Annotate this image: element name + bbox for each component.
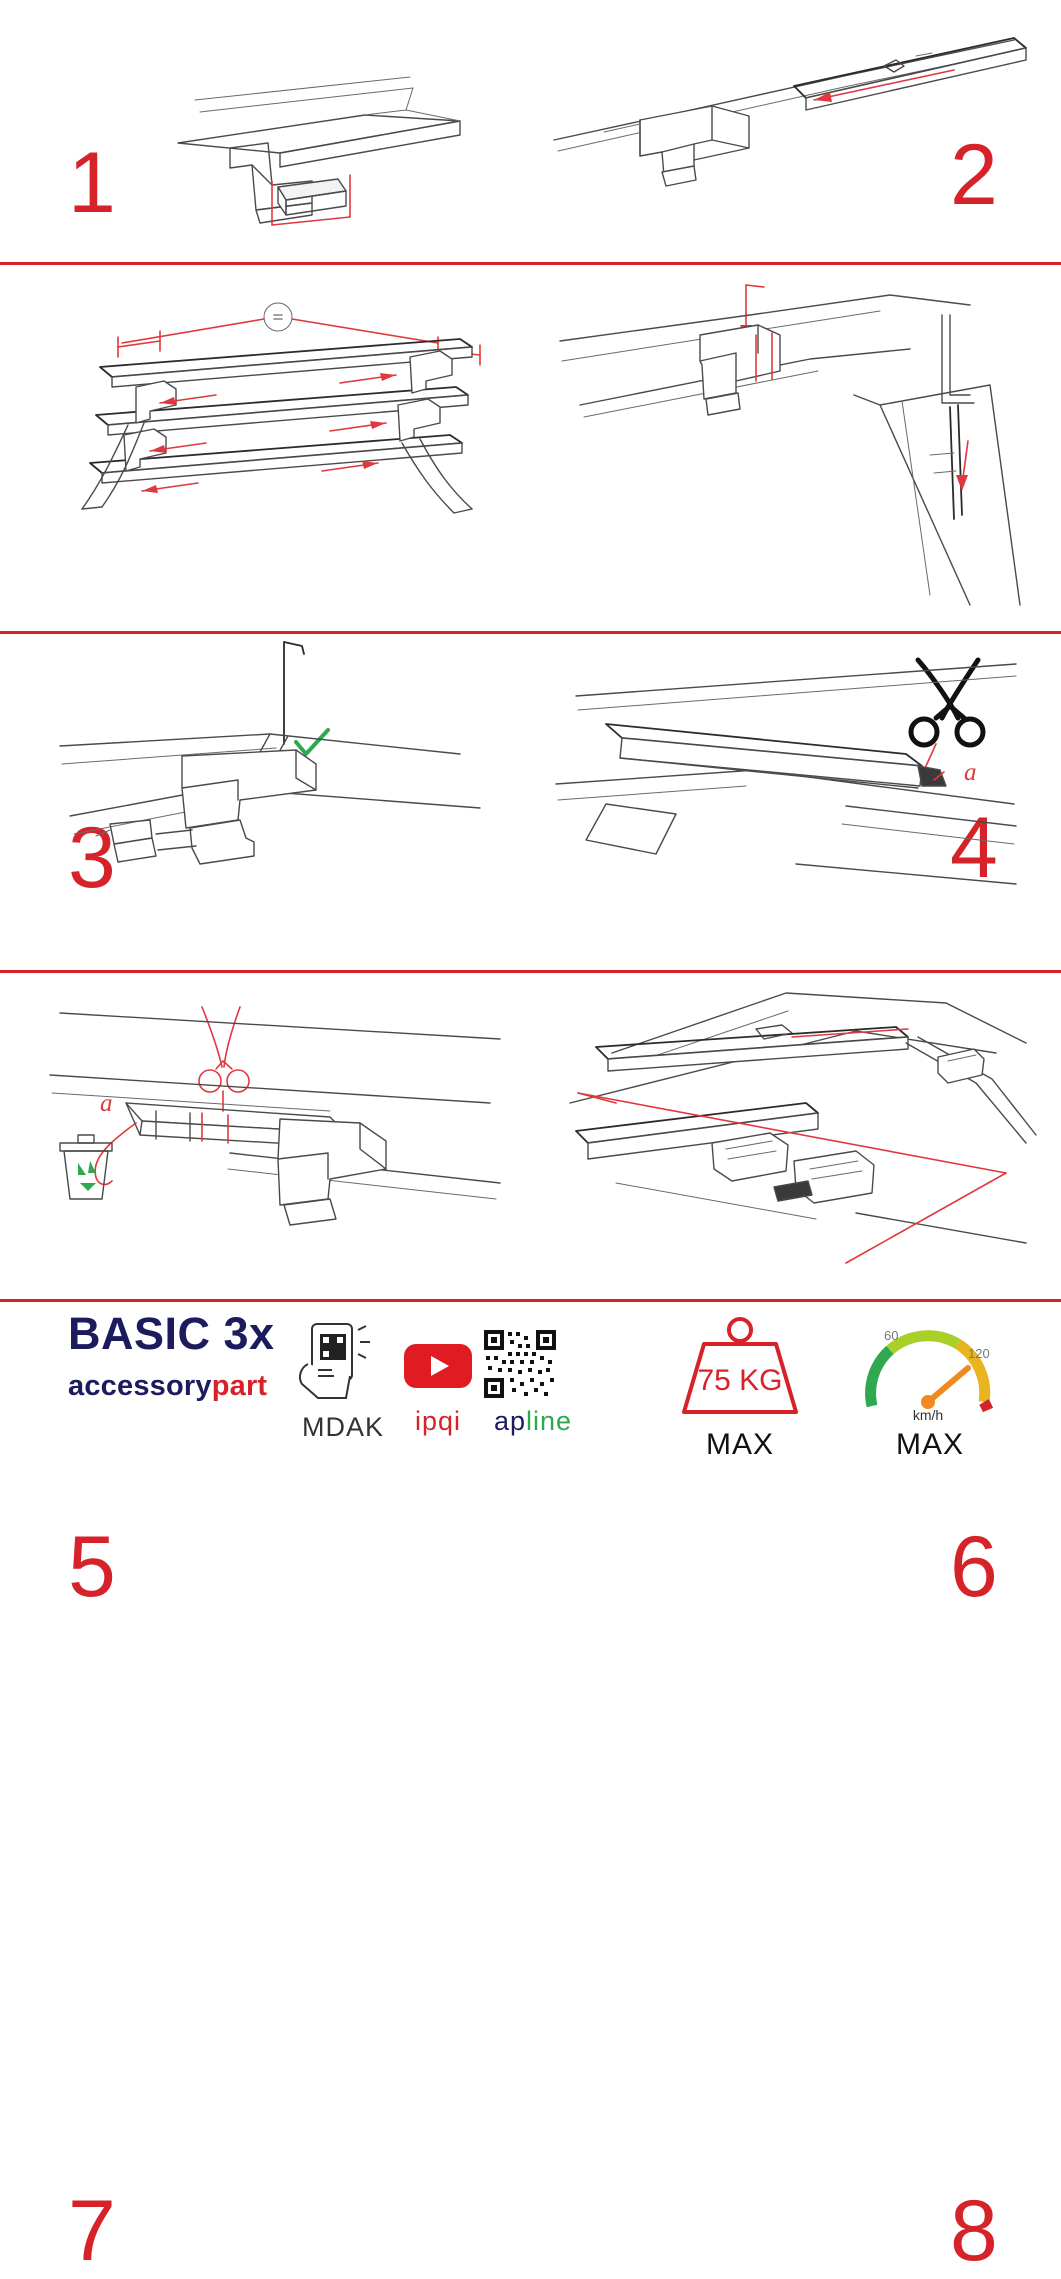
step-6-number: 6 — [950, 1519, 997, 1615]
step-3-number: 3 — [68, 810, 115, 906]
brand-sub-second: part — [211, 1370, 268, 1402]
logo-ipqi — [398, 1400, 478, 1437]
brand-title-suffix: x — [249, 1308, 275, 1359]
weight-icon — [660, 1314, 820, 1424]
logo-ipqi-label: ipqi — [414, 1406, 462, 1436]
step-1-illustration — [160, 55, 490, 240]
max-load-value: 75 KG — [697, 1364, 783, 1397]
step-7-illustration — [30, 983, 510, 1233]
qr-code — [480, 1326, 560, 1402]
phone-scan-icon — [288, 1320, 398, 1406]
step-6-illustration — [546, 654, 1046, 904]
step-2-illustration — [544, 20, 1044, 205]
footer — [0, 1310, 1061, 1500]
step-3 — [0, 265, 530, 906]
step-3-equal-label: = — [272, 307, 284, 329]
speed-tick-low: 60 — [884, 1328, 899, 1343]
step-7-number: 7 — [68, 2183, 115, 2279]
step-8-illustration — [556, 983, 1056, 1273]
step-4-illustration — [550, 275, 1050, 605]
step-8-number: 8 — [950, 2183, 997, 2279]
max-speed-caption: MAX — [895, 1428, 964, 1461]
step-2 — [530, 0, 1061, 262]
qr-code-icon — [480, 1326, 560, 1402]
recycle-bin-icon — [60, 1135, 112, 1199]
logo-apline — [478, 1400, 588, 1437]
step-6-label-a: a — [964, 759, 977, 786]
step-5-number: 5 — [68, 1519, 115, 1615]
logo-apline-label: apline — [493, 1406, 573, 1436]
speed-tick-high: 120 — [968, 1346, 990, 1361]
brand-subtitle — [68, 1370, 275, 1403]
max-load-block — [660, 1314, 820, 1462]
step-2-number: 2 — [950, 127, 997, 223]
brand-block — [68, 1310, 275, 1403]
step-3-illustration — [40, 295, 520, 535]
max-speed-block — [850, 1314, 1010, 1462]
logo-mdak-label: MDAK — [301, 1412, 385, 1442]
brand-sub-first: accessory — [68, 1370, 212, 1402]
brand-title — [68, 1310, 275, 1358]
speed-unit: km/h — [912, 1407, 944, 1423]
logo-mdak — [288, 1320, 398, 1443]
logo-youtube[interactable] — [398, 1336, 478, 1392]
step-1 — [0, 0, 530, 262]
speedometer-icon — [850, 1314, 1010, 1424]
step-5-check-icon — [296, 730, 328, 754]
max-load-caption: MAX — [705, 1428, 774, 1461]
scissors-icon-red — [199, 1007, 249, 1092]
youtube-icon — [398, 1336, 478, 1392]
step-4 — [530, 265, 1061, 896]
step-5-illustration — [40, 638, 510, 898]
step-4-number: 4 — [950, 800, 997, 896]
divider-4 — [0, 1299, 1061, 1302]
brand-title-text: BASIC 3 — [68, 1308, 250, 1359]
step-7-label-a: a — [100, 1090, 113, 1117]
step-1-number: 1 — [68, 135, 115, 231]
scissors-icon — [911, 660, 983, 745]
